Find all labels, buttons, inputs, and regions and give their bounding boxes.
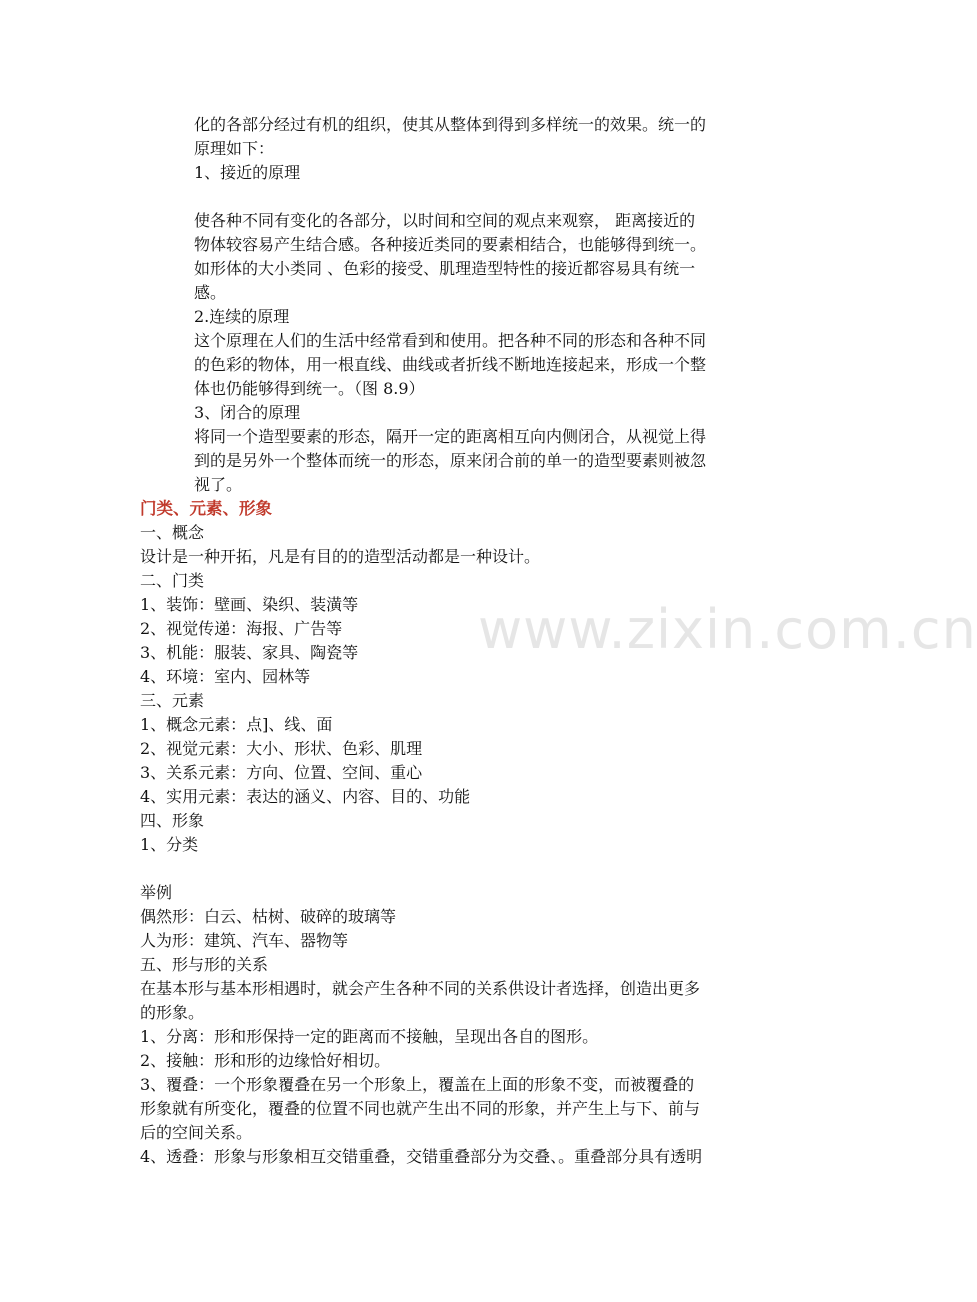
body-line: 4、实用元素：表达的涵义、内容、目的、功能	[140, 787, 471, 806]
principle-text: 的色彩的物体，用一根直线、曲线或者折线不断地连接起来，形成一个整	[194, 355, 707, 374]
principle-text: 这个原理在人们的生活中经常看到和使用。把各种不同的形态和各种不同	[194, 331, 707, 350]
body-line: 人为形：建筑、汽车、器物等	[140, 931, 349, 950]
body-line: 1、装饰：壁画、染织、装潢等	[140, 595, 359, 614]
body-line: 1、分离：形和形保持一定的距离而不接触，呈现出各自的图形。	[140, 1027, 599, 1046]
principle-title: 3、闭合的原理	[194, 403, 301, 422]
body-line: 4、透叠：形象与形象相互交错重叠，交错重叠部分为交叠、。重叠部分具有透明	[140, 1147, 703, 1166]
principle-text: 视了。	[194, 475, 243, 494]
body-line: 2、接触：形和形的边缘恰好相切。	[140, 1051, 391, 1070]
body-line: 1、分类	[140, 835, 199, 854]
section-heading: 门类、元素、形象	[140, 499, 272, 518]
body-line: 形象就有所变化，覆叠的位置不同也就产生出不同的形象，并产生上与下、前与	[140, 1099, 701, 1118]
body-line: 3、覆叠：一个形象覆叠在另一个形象上，覆盖在上面的形象不变，而被覆叠的	[140, 1075, 695, 1094]
body-line: 五、形与形的关系	[140, 955, 269, 974]
principle-text: 使各种不同有变化的各部分，以时间和空间的观点来观察， 距离接近的	[194, 211, 696, 230]
principle-title: 2.连续的原理	[194, 307, 290, 326]
body-line: 二、门类	[140, 571, 205, 590]
body-line: 一、概念	[140, 523, 205, 542]
principle-text: 如形体的大小类同 、色彩的接受、肌理造型特性的接近都容易具有统一	[194, 259, 696, 278]
intro-line: 化的各部分经过有机的组织，使其从整体到得到多样统一的效果。统一的	[194, 115, 707, 134]
intro-line: 原理如下：	[194, 139, 275, 158]
body-line: 3、机能：服装、家具、陶瓷等	[140, 643, 359, 662]
body-line: 3、关系元素：方向、位置、空间、重心	[140, 763, 423, 782]
principle-text: 物体较容易产生结合感。各种接近类同的要素相结合，也能够得到统一。	[194, 235, 707, 254]
body-line: 2、视觉元素：大小、形状、色彩、肌理	[140, 739, 423, 758]
body-line: 1、概念元素：点]、线、面	[140, 715, 333, 734]
principle-text: 将同一个造型要素的形态，隔开一定的距离相互向内侧闭合，从视觉上得	[194, 427, 707, 446]
body-line: 三、元素	[140, 691, 205, 710]
body-line: 举例	[140, 883, 173, 902]
body-line: 的形象。	[140, 1003, 205, 1022]
body-line: 后的空间关系。	[140, 1123, 253, 1142]
body-line: 4、环境：室内、园林等	[140, 667, 311, 686]
principle-text: 到的是另外一个整体而统一的形态，原来闭合前的单一的造型要素则被忽	[194, 451, 707, 470]
body-line: 在基本形与基本形相遇时，就会产生各种不同的关系供设计者选择，创造出更多	[140, 979, 701, 998]
principle-text: 体也仍能够得到统一。（图 8.9）	[194, 379, 425, 398]
body-line: 设计是一种开拓，凡是有目的的造型活动都是一种设计。	[140, 547, 541, 566]
body-line: 四、形象	[140, 811, 205, 830]
principle-text: 感。	[194, 283, 227, 302]
body-line: 偶然形：白云、枯树、破碎的玻璃等	[140, 907, 397, 926]
watermark: www.zixin.com.cn	[478, 598, 977, 661]
body-line: 2、视觉传递：海报、广告等	[140, 619, 343, 638]
principle-title: 1、接近的原理	[194, 163, 301, 182]
